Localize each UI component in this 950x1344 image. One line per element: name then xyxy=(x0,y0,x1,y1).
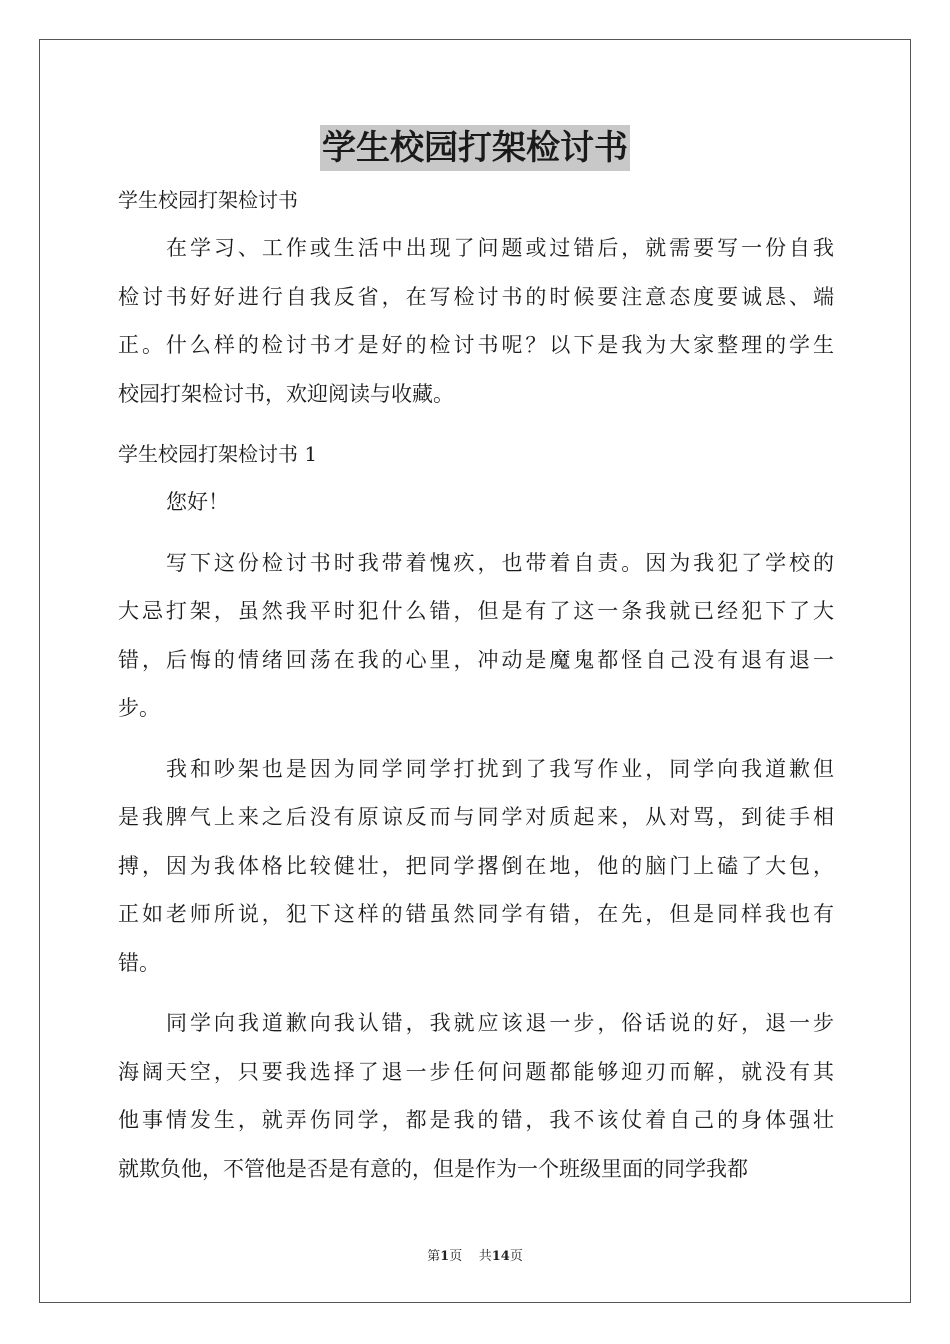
text-line: 就欺负他，不管他是否是有意的，但是作为一个班级里面的同学我都 xyxy=(118,1156,748,1181)
section-heading xyxy=(118,430,834,478)
page-footer xyxy=(0,1245,950,1264)
text-line: 在学习、工作或生活中出现了问题或过错后，就需要写一份自我 xyxy=(166,236,834,260)
text-line: 是我脾气上来之后没有原谅反而与同学对质起来，从对骂，到徒手相 xyxy=(118,805,834,829)
section-heading xyxy=(118,176,834,224)
paragraph-gap xyxy=(118,987,834,999)
text-line: 海阔天空，只要我选择了退一步任何问题都能够迎刃而解，就没有其 xyxy=(118,1059,834,1084)
text-line: 他事情发生，就弄伤同学，都是我的错，我不该仗着自己的身体强壮 xyxy=(118,1108,834,1132)
text-line: 正如老师所说，犯下这样的错虽然同学有错，在先，但是同样我也有 xyxy=(118,902,834,926)
text-line: 搏，因为我体格比较健壮，把同学撂倒在地，他的脑门上磕了大包， xyxy=(118,853,834,878)
text-line: 正。什么样的检讨书才是好的检讨书呢？以下是我为大家整理的学生 xyxy=(118,333,834,357)
text-line: 我和吵架也是因为同学同学打扰到了我写作业，同学向我道歉但 xyxy=(166,756,834,781)
current-page-number: 1 xyxy=(440,1249,450,1264)
total-prefix: 共 xyxy=(478,1249,492,1264)
page-prefix: 第 xyxy=(427,1249,441,1264)
text-line: 同学向我道歉向我认错，我就应该退一步，俗话说的好，退一步 xyxy=(166,1011,834,1035)
text-line: 学生校园打架检讨书 xyxy=(118,188,298,212)
text-line: 写下这份检讨书时我带着愧疚，也带着自责。因为我犯了学校的 xyxy=(166,550,834,575)
text-line: 步。 xyxy=(118,696,160,720)
paragraph xyxy=(118,478,834,527)
text-line: 学生校园打架检讨书 1 xyxy=(118,442,318,466)
title-wrap xyxy=(0,125,950,171)
text-line: 校园打架检讨书，欢迎阅读与收藏。 xyxy=(118,381,454,406)
document-body xyxy=(118,176,834,1193)
text-line: 检讨书好好进行自我反省，在写检讨书的时候要注意态度要诚恳、端 xyxy=(118,284,834,309)
text-line: 您好！ xyxy=(166,490,229,514)
text-line: 错，后悔的情绪回荡在我的心里，冲动是魔鬼都怪自己没有退有退一 xyxy=(118,647,834,672)
paragraph xyxy=(118,224,834,418)
text-line: 错。 xyxy=(118,950,160,975)
total-unit: 页 xyxy=(509,1249,523,1264)
paragraph-gap xyxy=(118,418,834,430)
paragraph xyxy=(118,539,834,733)
paragraph-gap xyxy=(118,527,834,539)
document-title: 学生校园打架检讨书 xyxy=(320,125,630,171)
paragraph xyxy=(118,999,834,1193)
page-unit: 页 xyxy=(449,1249,463,1264)
paragraph-gap xyxy=(118,733,834,745)
text-line: 大忌打架，虽然我平时犯什么错，但是有了这一条我就已经犯下了大 xyxy=(118,599,834,623)
paragraph xyxy=(118,745,834,988)
total-page-number: 14 xyxy=(491,1249,510,1264)
